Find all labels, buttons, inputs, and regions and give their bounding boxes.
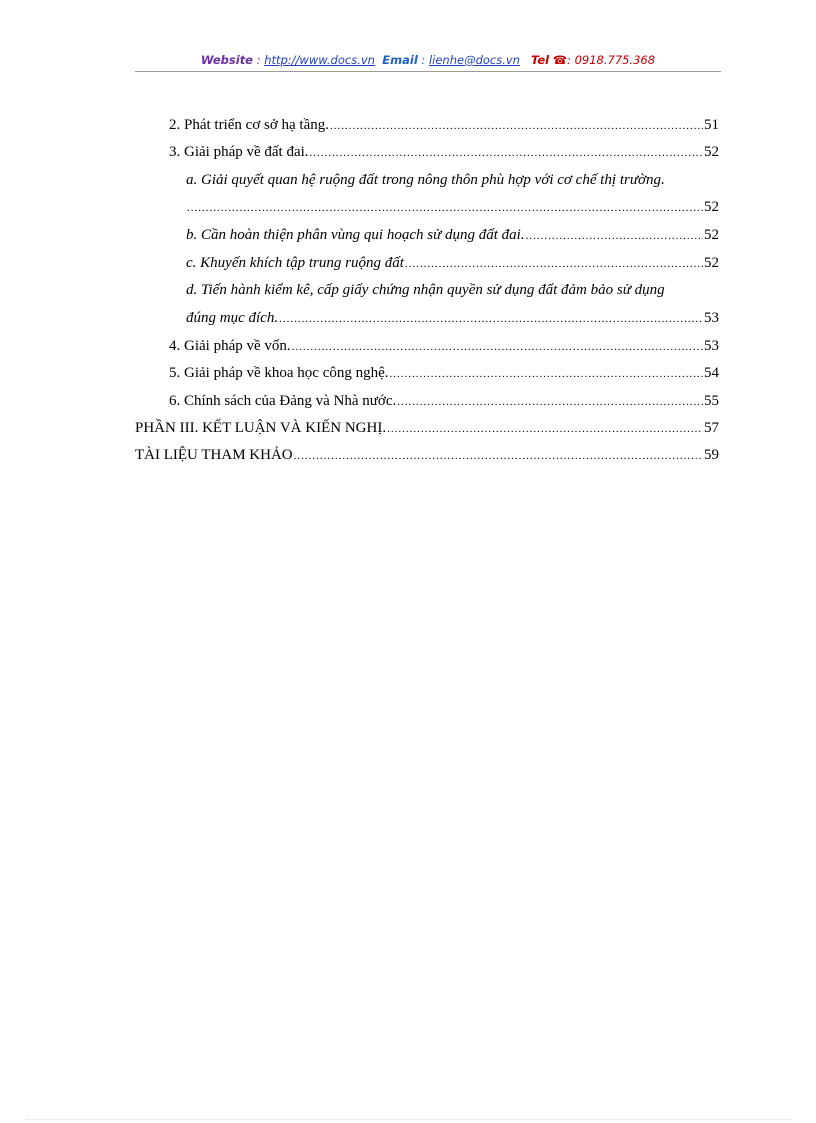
toc-entry-references[interactable] xyxy=(135,447,719,464)
toc-entry-c[interactable] xyxy=(186,255,719,272)
page-header xyxy=(135,53,721,71)
toc-entry-d-leader-line[interactable] xyxy=(186,310,719,327)
email-separator: : xyxy=(417,53,429,67)
toc-page-number: 52 xyxy=(704,227,719,243)
email-label: Email xyxy=(382,53,418,67)
toc-dot-leader xyxy=(390,368,703,379)
toc-entry-d-text[interactable]: d. Tiến hành kiểm kê, cấp giấy chứng nhận quyền sử dụng đất đảm bảo sử dụng xyxy=(186,282,665,298)
toc-entry-text: b. Cần hoàn thiện phân vùng qui hoạch sử dụng đất đai. xyxy=(186,227,525,243)
toc-entry-part-3[interactable] xyxy=(135,420,719,437)
toc-page-number: 51 xyxy=(704,117,719,133)
toc-dot-leader xyxy=(405,258,703,269)
toc-dot-leader xyxy=(187,202,703,213)
toc-entry-6-policy[interactable] xyxy=(169,393,719,410)
header-divider xyxy=(135,71,721,72)
toc-entry-text: c. Khuyến khích tập trung ruộng đất xyxy=(186,255,404,271)
website-link[interactable]: http://www.docs.vn xyxy=(264,53,375,67)
toc-entry-text: 3. Giải pháp về đất đai. xyxy=(169,144,309,160)
toc-dot-leader xyxy=(526,230,703,241)
toc-entry-text: 6. Chính sách của Đảng và Nhà nước. xyxy=(169,393,397,409)
toc-entry-a-text[interactable]: a. Giải quyết quan hệ ruộng đất trong nông thôn phù hợp với cơ chế thị trường. xyxy=(186,172,665,188)
toc-page-number: 52 xyxy=(704,199,719,215)
toc-entry-2-infrastructure[interactable] xyxy=(169,117,719,134)
toc-page-number: 55 xyxy=(704,393,719,409)
tel-value: : 0918.775.368 xyxy=(567,53,656,67)
toc-entry-text: 5. Giải pháp về khoa học công nghệ. xyxy=(169,365,389,381)
toc-dot-leader xyxy=(387,423,703,434)
toc-page-number: 53 xyxy=(704,310,719,326)
toc-entry-continuation: đúng mục đích. xyxy=(186,310,279,326)
toc-page-number: 53 xyxy=(704,338,719,354)
toc-entry-3-land[interactable] xyxy=(169,144,719,161)
toc-dot-leader xyxy=(397,396,703,407)
toc-dot-leader xyxy=(310,147,703,158)
toc-entry-text: PHẦN III. KẾT LUẬN VÀ KIẾN NGHỊ. xyxy=(135,420,387,436)
toc-entry-text: TÀI LIỆU THAM KHẢO xyxy=(135,447,293,463)
toc-page-number: 52 xyxy=(704,144,719,160)
toc-page-number: 57 xyxy=(704,420,719,436)
toc-dot-leader xyxy=(279,313,703,324)
website-separator: : xyxy=(253,53,265,67)
toc-entry-text: 4. Giải pháp về vốn. xyxy=(169,338,291,354)
tel-label: Tel xyxy=(530,53,550,67)
phone-icon: ☎ xyxy=(552,53,568,67)
toc-entry-a-leader-line[interactable] xyxy=(186,199,719,216)
toc-entry-text: 2. Phát triển cơ sở hạ tầng. xyxy=(169,117,329,133)
toc-dot-leader xyxy=(330,120,703,131)
toc-entry-5-technology[interactable] xyxy=(169,365,719,382)
page-bottom-divider xyxy=(25,1119,791,1120)
toc-page-number: 54 xyxy=(704,365,719,381)
website-label: Website xyxy=(200,53,253,67)
toc-page-number: 52 xyxy=(704,255,719,271)
toc-dot-leader xyxy=(292,341,703,352)
email-link[interactable]: lienhe@docs.vn xyxy=(428,53,520,67)
toc-page-number: 59 xyxy=(704,447,719,463)
toc-entry-4-capital[interactable] xyxy=(169,338,719,355)
toc-entry-b[interactable] xyxy=(186,227,719,244)
toc-dot-leader xyxy=(294,450,703,461)
